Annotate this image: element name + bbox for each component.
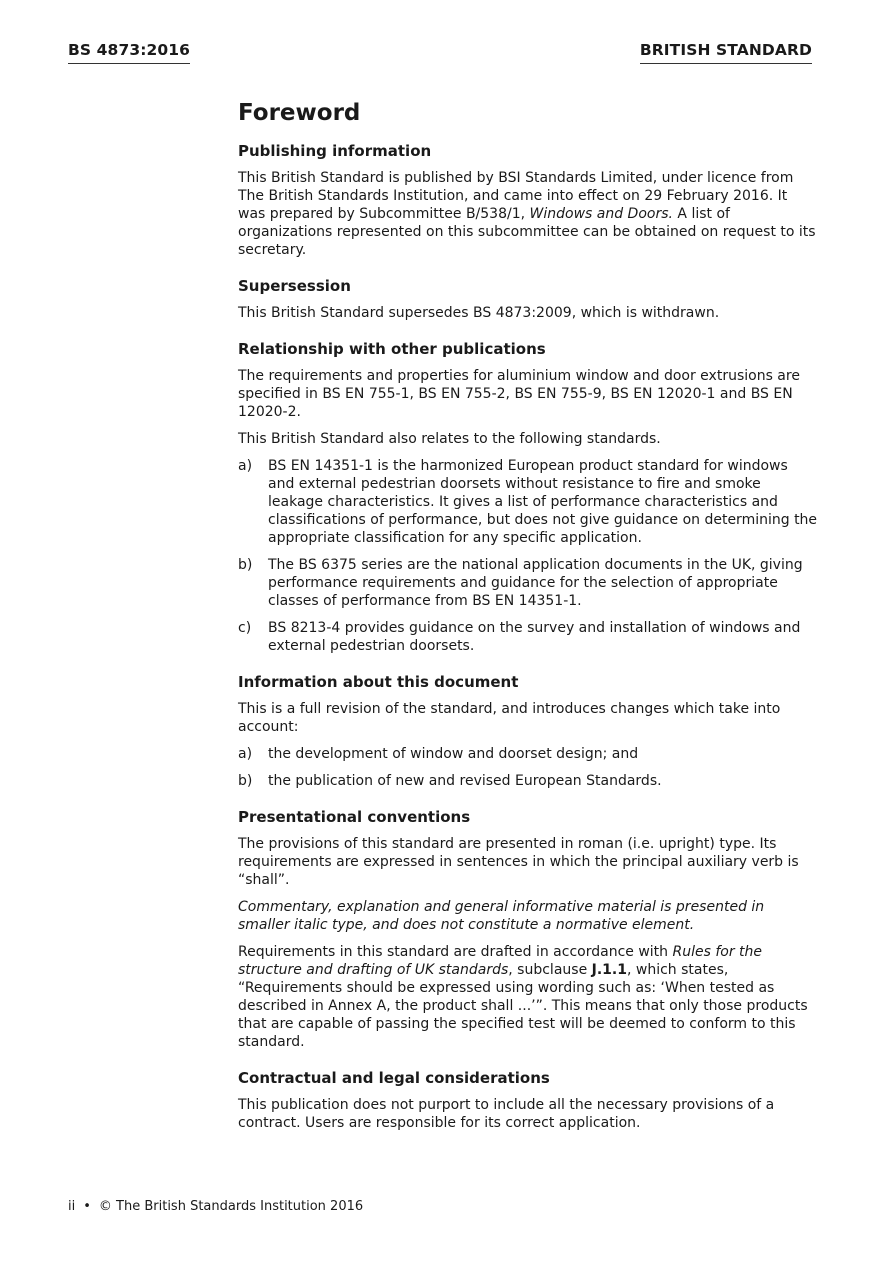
presentational-heading: Presentational conventions [238, 808, 471, 826]
list-item [238, 619, 818, 655]
list-item-label: b) [238, 557, 253, 573]
list-item-text: The BS 6375 series are the national application documents in the UK, giving performance requirements and guidance for the selection of appropriate classes of performance from BS EN 14351-1. [268, 557, 803, 609]
rules-title: Rules for the structure and drafting of UK standards [238, 944, 763, 978]
supersession-heading: Supersession [238, 277, 351, 295]
bullet-separator: • [83, 1199, 91, 1214]
contractual-paragraph: This publication does not purport to include all the necessary provisions of a contract. Users are responsible for its correct application. [238, 1097, 775, 1131]
list-item-text: the publication of new and revised European Standards. [268, 773, 662, 789]
committee-name: Windows and Doors. [529, 206, 673, 222]
publishing-paragraph: This British Standard is published by BSI Standards Limited, under licence from The British Standards Institution, and came into effect on 29 February 2016. It was prepared by Subcommittee B/538/1, Windows and Doors. A list of organizations represented on this subcommittee can be obtained on request to its secretary. [238, 170, 816, 258]
list-item [238, 745, 818, 763]
relationship-heading: Relationship with other publications [238, 340, 546, 358]
publishing-heading: Publishing information [238, 142, 432, 160]
page-title: Foreword [238, 100, 361, 126]
page-number: ii [68, 1199, 76, 1214]
list-item [238, 457, 818, 547]
standard-type-header: BRITISH STANDARD [640, 40, 812, 64]
presentational-paragraph-1: The provisions of this standard are presented in roman (i.e. upright) type. Its requirements are expressed in sentences in which the principal auxiliary verb is “shall”. [238, 836, 799, 888]
foreword-content [238, 98, 818, 1141]
list-item-label: c) [238, 620, 252, 636]
list-item-label: a) [238, 458, 253, 474]
presentational-paragraph-3: Requirements in this standard are drafted in accordance with Rules for the structure and drafting of UK standards, subclause J.1.1, which states, “Requirements should be expressed using wording such as: ‘When tested as described in Annex A, the product shall ...’”. This means that only those products that are capable of passing the specified test will be deemed to conform to this standard. [238, 944, 808, 1050]
list-item [238, 772, 818, 790]
list-item-label: b) [238, 773, 253, 789]
copyright-text: © The British Standards Institution 2016 [98, 1199, 364, 1214]
list-item-label: a) [238, 746, 253, 762]
information-paragraph: This is a full revision of the standard, and introduces changes which take into account: [238, 701, 781, 735]
subclause-reference: J.1.1 [591, 962, 627, 978]
relationship-paragraph-2: This British Standard also relates to the following standards. [238, 431, 661, 447]
document-code-header: BS 4873:2016 [68, 40, 190, 64]
list-item-text: BS EN 14351-1 is the harmonized European product standard for windows and external pedestrian doorsets without resistance to fire and smoke leakage characteristics. It gives a list of performance characteristics and classifications of performance, but does not give guidance on determining the appropriate classification for any specific application. [268, 458, 818, 546]
list-item [238, 556, 818, 610]
contractual-heading: Contractual and legal considerations [238, 1069, 550, 1087]
supersession-paragraph: This British Standard supersedes BS 4873:2009, which is withdrawn. [238, 305, 720, 321]
list-item-text: BS 8213-4 provides guidance on the survey and installation of windows and external pedestrian doorsets. [268, 620, 801, 654]
list-item-text: the development of window and doorset design; and [268, 746, 639, 762]
relationship-paragraph-1: The requirements and properties for aluminium window and door extrusions are specified in BS EN 755-1, BS EN 755-2, BS EN 755-9, BS EN 12020-1 and BS EN 12020-2. [238, 368, 800, 420]
commentary-paragraph: Commentary, explanation and general informative material is presented in smaller italic type, and does not constitute a normative element. [238, 899, 765, 933]
page-footer [68, 1198, 363, 1216]
information-heading: Information about this document [238, 673, 519, 691]
